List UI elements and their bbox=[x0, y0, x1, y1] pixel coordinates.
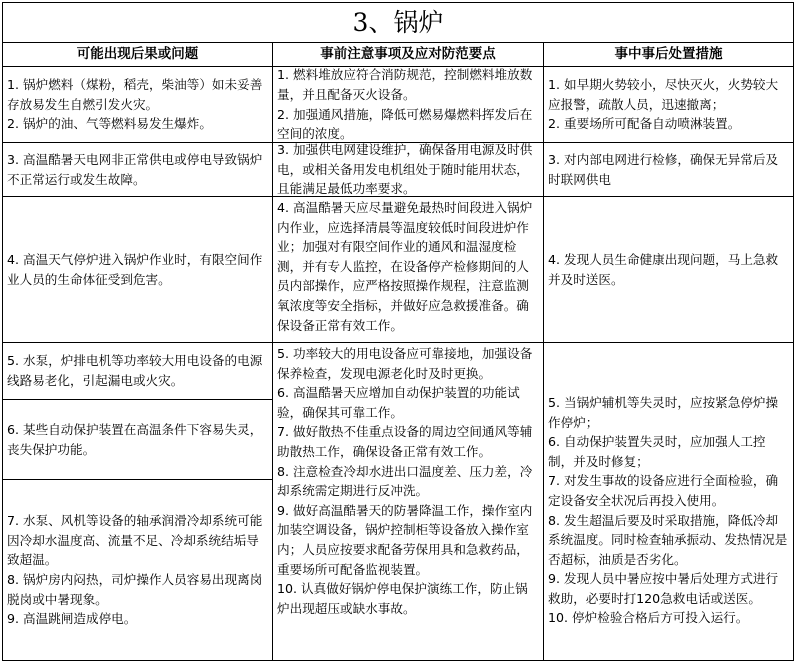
consequence-item: 5. 水泵，炉排电机等功率较大用电设备的电源线路易老化，引起漏电或火灾。 bbox=[7, 353, 263, 388]
consequence-item: 9. 高温跳闸造成停电。 bbox=[7, 611, 137, 627]
prevention-cell-3 bbox=[272, 197, 544, 343]
consequence-item: 7. 水泵、风机等设备的轴承润滑冷却系统可能因冷却水温度高、流量不足、冷却系统结垢导致超温。 bbox=[7, 513, 263, 568]
prevention-item: 1. 燃料堆放应符合消防规范，控制燃料堆放数量，并且配备灭火设备。 bbox=[277, 67, 533, 102]
response-item: 8. 发生超温后要及时采取措施，降低冷却系统温度。同时检查轴承振动、发热情况是否超标，油质是否劣化。 bbox=[548, 512, 788, 567]
consequence-cell-1 bbox=[2, 67, 273, 143]
response-item: 4. 发现人员生命健康出现问题，马上急救并及时送医。 bbox=[548, 251, 779, 287]
consequence-item: 1. 锅炉燃料（煤粉，稻壳，柴油等）如未妥善存放易发生自燃引发火灾。 bbox=[7, 77, 263, 112]
prevention-item: 8. 注意检查冷却水进出口温度差、压力差，冷却系统需定期进行反冲洗。 bbox=[277, 463, 533, 499]
prevention-cell-4 bbox=[272, 343, 544, 661]
consequence-item: 4. 高温天气停炉进入锅炉作业时，有限空间作业人员的生命体征受到危害。 bbox=[7, 251, 263, 287]
consequence-item: 2. 锅炉的油、气等燃料易发生爆炸。 bbox=[7, 116, 212, 132]
consequence-item: 8. 锅炉房内闷热，司炉操作人员容易出现离岗脱岗或中暑现象。 bbox=[7, 572, 263, 607]
response-item: 6. 自动保护装置失灵时，应加强人工控制，并及时修复； bbox=[548, 434, 766, 469]
consequence-cell-3 bbox=[2, 197, 273, 343]
prevention-item: 5. 功率较大的用电设备应可靠接地，加强设备保养检查，发现电源老化时及时更换。 bbox=[277, 346, 533, 381]
response-item: 5. 当锅炉辅机等失灵时，应按紧急停炉操作停炉； bbox=[548, 394, 779, 430]
response-item: 9. 发现人员中暑应按中暑后处理方式进行救助，必要时打120急救电话或送医。 bbox=[548, 571, 779, 606]
response-cell-3 bbox=[543, 197, 794, 343]
consequence-cell-5 bbox=[2, 400, 273, 480]
header-prevention: 事前注意事项及应对防范要点 bbox=[272, 43, 544, 67]
response-cell-2 bbox=[543, 143, 794, 197]
prevention-item: 9. 做好高温酷暑天的防暑降温工作，操作室内加装空调设备，锅炉控制柜等设备放入操作室内；人员应按要求配备劳保用具和急救药品，重要场所可配备监视装置。 bbox=[277, 502, 533, 577]
consequence-cell-6 bbox=[2, 480, 273, 661]
prevention-item: 2. 加强通风措施，降低可燃易爆燃料挥发后在空间的浓度。 bbox=[277, 106, 533, 142]
prevention-item: 7. 做好散热不佳重点设备的周边空间通风等辅助散热工作，确保设备正常有效工作。 bbox=[277, 424, 533, 459]
response-item: 2. 重要场所可配备自动喷淋装置。 bbox=[548, 116, 741, 132]
response-item: 1. 如早期火势较小，尽快灭火，火势较大应报警，疏散人员，迅速撤离； bbox=[548, 77, 779, 112]
response-item: 7. 对发生事故的设备应进行全面检验，确定设备安全状况后再投入使用。 bbox=[548, 473, 779, 508]
prevention-cell-2 bbox=[272, 143, 544, 197]
response-cell-1 bbox=[543, 67, 794, 143]
header-consequences: 可能出现后果或问题 bbox=[2, 43, 273, 67]
prevention-item: 4. 高温酷暑天应尽量避免最热时间段进入锅炉内作业，应选择清晨等温度较低时间段进炉作业；加强对有限空间作业的通风和温湿度检测，并有专人监控，在设备停产检修期间的人员内部操作，应严格按照操作规程，注意监测氧浓度等安全指标，并做好应急救援准备。确保设备正常有效工作。 bbox=[277, 200, 533, 333]
response-item: 10. 停炉检验合格后方可投入运行。 bbox=[548, 610, 749, 626]
consequence-cell-4 bbox=[2, 343, 273, 400]
response-item: 3. 对内部电网进行检修，确保无异常后及时联网供电 bbox=[548, 151, 779, 187]
prevention-item: 10. 认真做好锅炉停电保护演练工作，防止锅炉出现超压或缺水事故。 bbox=[277, 581, 528, 616]
consequence-item: 6. 某些自动保护装置在高温条件下容易失灵，丧失保护功能。 bbox=[7, 421, 263, 457]
prevention-cell-1 bbox=[272, 67, 544, 143]
section-title: 3、锅炉 bbox=[2, 2, 794, 43]
prevention-item: 6. 高温酷暑天应增加自动保护装置的功能试验，确保其可靠工作。 bbox=[277, 385, 520, 420]
header-response: 事中事后处置措施 bbox=[543, 43, 794, 67]
consequence-item: 3. 高温酷暑天电网非正常供电或停电导致锅炉不正常运行或发生故障。 bbox=[7, 151, 263, 187]
response-cell-4 bbox=[543, 343, 794, 661]
prevention-item: 3. 加强供电网建设维护，确保备用电源及时供电，或相关备用发电机组处于随时能用状态，且能满足最低功率要求。 bbox=[277, 142, 533, 197]
consequence-cell-2 bbox=[2, 143, 273, 197]
